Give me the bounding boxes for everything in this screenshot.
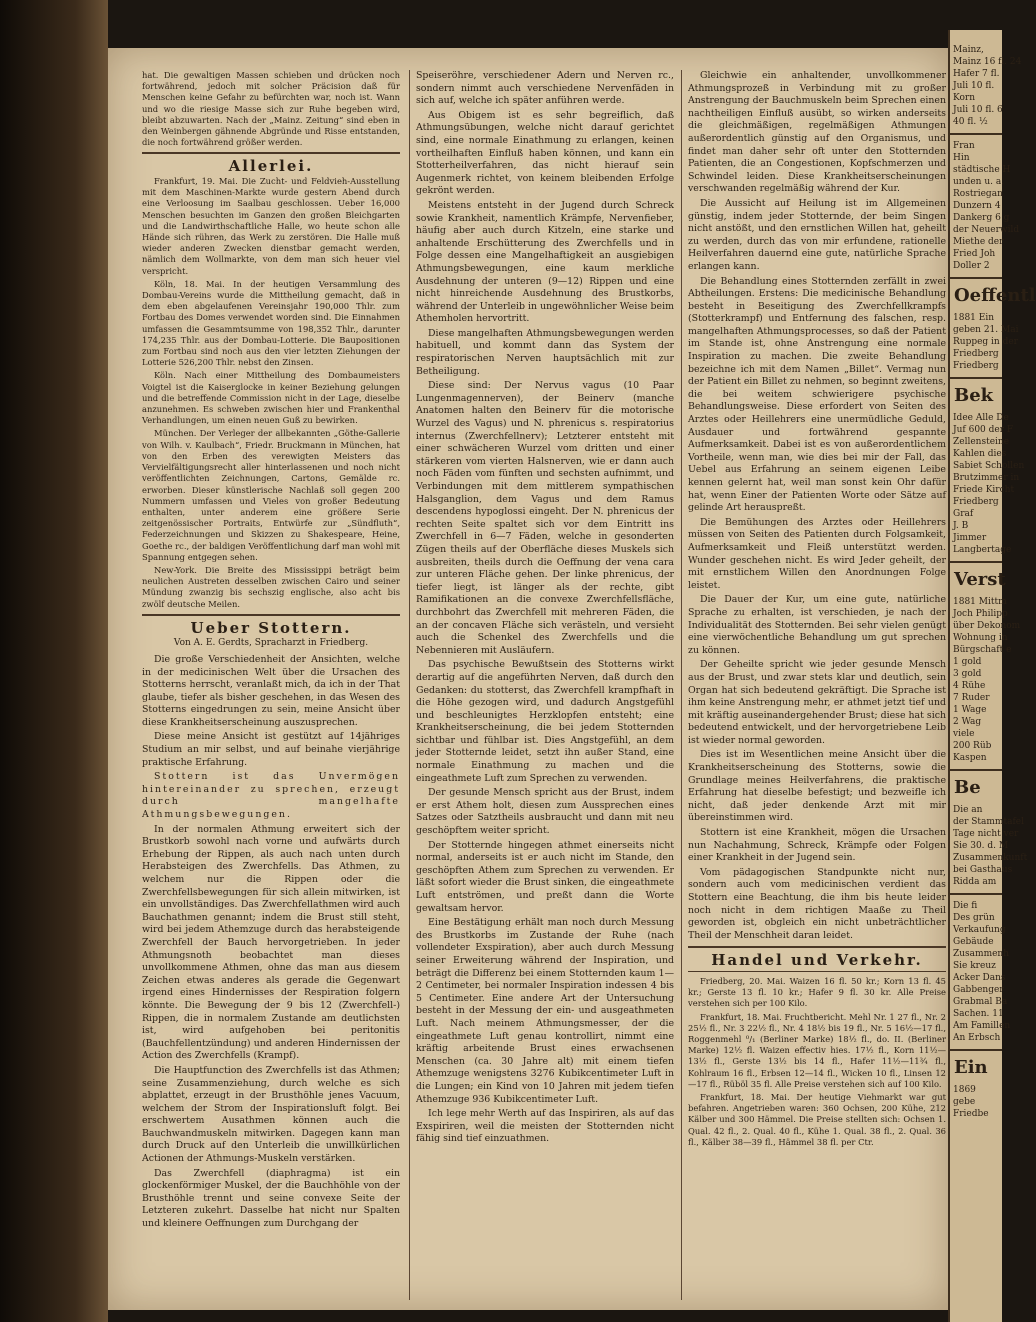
article-paragraph: Stottern ist eine Krankheit, mögen die Ursachen nun Nachahmung, Schreck, Krämpfe oder Folgen einer Krankheit in der Jugend sein. xyxy=(688,827,946,864)
edge-rule xyxy=(950,769,1002,771)
edge-text-line: Sabiet Schollen xyxy=(953,461,1025,471)
book-binding-gutter xyxy=(0,0,108,1322)
edge-text-line: Zusammenkunft xyxy=(953,853,1028,863)
edge-text-line: geben 21. Mai xyxy=(953,325,1019,335)
market-report-friedberg: Friedberg, 20. Mai. Waizen 16 fl. 50 kr.; Korn 13 fl. 45 kr.; Gerste 13 fl. 10 kr.; Hafer 9 fl. 30 kr. Alle Preise verstehen sich per 100 Kilo. xyxy=(688,975,946,1009)
allerlei-heading: Allerlei. xyxy=(228,157,314,176)
section-divider xyxy=(142,614,400,616)
edge-heading: Bek xyxy=(954,385,994,406)
edge-text-line: Juli 10 fl. 6 xyxy=(953,105,1003,115)
edge-text-line: Juf 600 der F xyxy=(953,425,1014,435)
edge-text-line: Des grün xyxy=(953,913,995,923)
stottern-article-part-1 xyxy=(142,654,400,1231)
article-paragraph: Meistens entsteht in der Jugend durch Schreck sowie Krankheit, namentlich Krämpfe, Nervenfieber, häufig aber auch durch Kitzeln, eine starke und anhaltende Erschütterung des Zwerchfells und in Folge dessen eine Mangelhaftigkeit an ausgiebigen Athmungsbewegungen, eine kaum merkliche Ausdehnung der unteren (9—12) Rippen und eine nicht hinreichende Ausdehnung des Brustkorbs, während der Unterleib in ungewöhnlicher Weise beim Athemholen hervortritt. xyxy=(416,199,674,325)
article-paragraph: Gleichwie ein anhaltender, unvollkommener Athmungsprozeß in Verbindung mit zu großer Anstrengung der Bauchmuskeln beim Sprechen einen nachtheiligen Einfluß ausübt, so wirken anderseits die gleichmäßigen, regelmäßigen Athmungen außerordentlich günstig auf den Organismus, und findet man daher sehr oft unter den Stotternden Patienten, die an Congestionen, Kopfschmerzen und Schwindel leiden. Diese Krankheitserscheinungen verschwanden regelmäßig während der Kur. xyxy=(688,70,946,195)
article-paragraph: Diese mangelhaften Athmungsbewegungen werden habituell, und kommt dann das System der respiratorischen Nerven hauptsächlich mit zur Betheiligung. xyxy=(416,327,674,377)
edge-text-line: städtische H xyxy=(953,165,1011,175)
column-2 xyxy=(416,70,674,1148)
edge-heading: Verst xyxy=(954,569,1006,590)
edge-text-line: Bürgschaft e xyxy=(953,645,1012,655)
edge-text-line: Friedbe xyxy=(953,1109,989,1119)
facing-page-edge xyxy=(948,30,1036,1322)
article-paragraph: Der Geheilte spricht wie jeder gesunde Mensch aus der Brust, und zwar stets klar und deutlich, sein Organ hat sich bedeutend gekräftigt. Die Sprache ist ihm keine Anstrengung mehr, er athmet jetzt tief und mit kräftig auseinandergehender Brust; diese hat sich bedeutend entwickelt, und der hervorgetriebene Leib ist wieder normal geworden. xyxy=(688,659,946,746)
article-paragraph: Speiseröhre, verschiedener Adern und Nerven rc., sondern nimmt auch verschiedene Nervenfäden in sich auf, welche ich später anführen werde. xyxy=(416,70,674,107)
edge-rule xyxy=(950,893,1002,895)
edge-text-line: 40 fl. ½ xyxy=(953,117,988,127)
edge-text-line: Grabmal Ba xyxy=(953,997,1008,1007)
edge-text-line: Dankerg 6 g xyxy=(953,213,1010,223)
column-3 xyxy=(688,70,946,1150)
edge-text-line: 1881 Mittm xyxy=(953,597,1007,607)
section-divider xyxy=(142,152,400,154)
landslide-report-ending: hat. Die gewaltigen Massen schieben und drücken noch fortwährend, jedoch mit solcher Präcision daß für Menschen keine Gefahr zu befürchten war, noch ist. Wann und wo die riesige Masse sich zur Ruhe begeben wird, bleibt abzuwarten. Nach der „Mainz. Zeitung“ sind eben in den Weinbergen gähnende Abgründe und Risse entstanden, die noch fortwährend größer werden. xyxy=(142,70,400,148)
edge-text-line: 7 Ruder xyxy=(953,693,990,703)
stottern-heading: Ueber Stottern. xyxy=(190,618,352,637)
edge-heading: Oeffentl xyxy=(954,285,1036,306)
article-paragraph: Eine Bestätigung erhält man noch durch Messung des Brustkorbs im Zustande der Ruhe (nach vollendeter Exspiration), aber auch durch Messung seiner Erweiterung während der Inspiration, und beträgt die Differenz bei einem Stotternden kaum 1—2 Centimeter, bei normaler Inspiration indessen 4 bis 5 Centimeter. Eine andere Art der Untersuchung besteht in der Messung der ein- und ausgeathmeten Luft. Nach meinem Athmungsmesser, der die eingeathmete Luft genau kontrollirt, nimmt eine kräftig arbeitende Brust eines erwachsenen Menschen (ca. 30 Jahre alt) mit einem tiefen Athemzuge wenigstens 3276 Kubikcentimeter Luft in die Lungen; ein Kind von 10 Jahren mit jedem tiefen Athemzuge 936 Kubikcentimeter Luft. xyxy=(416,917,674,1105)
edge-text-line: viele xyxy=(953,729,975,739)
edge-text-line: Korn xyxy=(953,93,975,103)
edge-text-line: Gebäude xyxy=(953,937,994,947)
column-rule xyxy=(409,70,410,1300)
section-divider xyxy=(688,971,946,972)
news-item-new-york: New-York. Die Breite des Mississippi beträgt beim neulichen Austreten desselben zwischen Cairo und seiner Mündung zwanzig bis sechszig englische, also acht bis zwölf deutsche Meilen. xyxy=(142,564,400,609)
edge-text-line: Die an xyxy=(953,805,983,815)
edge-text-line: Rostriegan xyxy=(953,189,1003,199)
edge-text-line: Wohnung in xyxy=(953,633,1008,643)
article-paragraph: Diese sind: Der Nervus vagus (10 Paar Lungenmagennerven), der Beinerv (manche Anatomen halten den Beinerv für die motorische Wurzel des Vagus) und N. phrenicus s. respiratorius internus (Zwerchfellnerv); Letzterer entsteht mit einer schwächeren Wurzel vom dritten und einer stärkeren vom vierten Halsnerven, wie er dann auch noch Fäden vom fünften und sechsten aufnimmt, und Verbindungen mit dem mittlerem sympathischen Halsganglion, dem Vagus und dem Ramus descendens hypoglossi eingeht. Der N. phrenicus der rechten Seite spaltet sich vor dem Eintritt ins Zwerchfell in 6—7 Fäden, welche in gesonderten Zügen theils auf der Oberfläche dieses Muskels sich ausbreiten, theils durch die Oeffnung der vena cara zur unteren Fläche gehen. Der linke phrenicus, der tiefer liegt, ist länger als der rechte, gibt Ramifikationen an die convexe Zwerchfellsfläche, durchbohrt das Zwerchfell mit mehreren Fäden, die an der concaven Fläche sich verästeln, und versieht auch die Schenkel des Zwerchfells und die Nebennieren mit Ausläufern. xyxy=(416,380,674,656)
article-paragraph: Der gesunde Mensch spricht aus der Brust, indem er erst Athem holt, diesen zum Aussprechen eines Satzes oder Satztheils ausbraucht und dann mit neu geschöpftem weiter spricht. xyxy=(416,787,674,837)
edge-text-line: J. B xyxy=(953,521,969,531)
article-paragraph: Diese meine Ansicht ist gestützt auf 14jähriges Studium an mir selbst, und auf beinahe vierjährige praktische Erfahrung. xyxy=(142,731,400,768)
edge-text-line: Gabbenger xyxy=(953,985,1004,995)
article-definition: Stottern ist das Unvermögen hintereinander zu sprechen, erzeugt durch mangelhafte Athmungsbewegungen. xyxy=(142,771,400,821)
edge-rule xyxy=(950,1049,1002,1051)
edge-text-line: Juli 10 fl. xyxy=(953,81,995,91)
newspaper-page xyxy=(108,48,948,1310)
edge-text-line: Friedberg xyxy=(953,349,999,359)
edge-text-line: Sie kreuz xyxy=(953,961,996,971)
market-report-frankfurt-vieh: Frankfurt, 18. Mai. Der heutige Viehmarkt war gut befahren. Angetrieben waren: 360 Ochsen, 200 Kühe, 212 Kälber und 300 Hämmel. Die Preise stellten sich: Ochsen 1. Qual. 42 fl., 2. Qual. 40 fl., Kühe 1. Qual. 38 fl., 2. Qual. 36 fl., Kälber 38—39 fl., Hämmel 38 fl. per Ctr. xyxy=(688,1092,946,1147)
edge-text-line: 1 Wage xyxy=(953,705,987,715)
edge-text-line: Joch Philipp xyxy=(953,609,1008,619)
edge-text-line: Miethe der xyxy=(953,237,1004,247)
edge-text-line: 1869 xyxy=(953,1085,976,1095)
edge-text-line: 1 gold xyxy=(953,657,982,667)
edge-text-line: 200 Rüb xyxy=(953,741,992,751)
article-paragraph: Das psychische Bewußtsein des Stotterns wirkt derartig auf die angeführten Nerven, daß durch den Gedanken: du stotterst, das Zwerchfell krampfhaft in die Höhe gezogen wird, und dadurch Angstgefühl und beschleunigtes Herzklopfen entsteht; eine Krankheitserscheinung, die bei jedem Stotternden sichtbar und fühlbar ist. Dies Angstgefühl, an dem jeder Stotternde leidet, setzt ihn außer Stand, eine normale Einathmung zu machen und die eingeathmete Luft zum Sprechen zu verwenden. xyxy=(416,659,674,784)
article-paragraph: Die Behandlung eines Stotternden zerfällt in zwei Abtheilungen. Erstens: Die medicinische Behandlung besteht in Beseitigung des Zwerchfellkrampfs (Stotterkrampf) und Entfernung des falschen, resp. mangelhaften Athmungsprocesses, so daß der Patient im Stande ist, ohne Anstrengung eine normale Inspiration zu machen. Die zweite Behandlung bezeichne ich mit dem Namen „Billet“. Vermag nun der Patient ein Billet zu nehmen, so beginnt zweitens, die bei weitem schwierigere psychische Behandlungsweise. Diese erfordert von Seiten des Arztes oder Heillehrers eine unermüdliche Geduld, Ausdauer und fortwährend gespannte Aufmerksamkeit. Dabei ist es von außerordentlichem Vortheile, wenn man, wie dies bei mir der Fall, das Uebel aus Erfahrung an seinem eigenen Leibe kennen gelernt hat, weil man sonst kein Ohr dafür hat, wenn Einer der Patienten Worte oder Sätze auf gelinde Art herauspreßt. xyxy=(688,275,946,514)
edge-text-line: Langbertage xyxy=(953,545,1012,555)
edge-text-line: Fran xyxy=(953,141,975,151)
article-paragraph: Die Bemühungen des Arztes oder Heillehrers müssen von Seiten des Patienten durch Folgsamkeit, Aufmerksamkeit und Fleiß unterstützt werden. Wunder geschehen nicht. Es wird Jeder geheilt, der mit ernstlichem Willen den Anordnungen Folge leistet. xyxy=(688,516,946,591)
edge-text-line: Fried Joh xyxy=(953,249,996,259)
article-paragraph: Aus Obigem ist es sehr begreiflich, daß Athmungsübungen, welche nicht darauf gerichtet sind, eine normale Einathmung zu erlangen, keinen vortheilhaften Einfluß haben können, und kann ein Stotterheilverfahren, das nicht hierauf sein Augenmerk richtet, von keinem bleibenden Erfolge gekrönt werden. xyxy=(416,109,674,197)
edge-text-line: Zellensteine xyxy=(953,437,1010,447)
edge-text-line: Tage nicht ver xyxy=(953,829,1019,839)
edge-rule xyxy=(950,277,1002,279)
edge-text-line: Ruppeg in der xyxy=(953,337,1018,347)
edge-text-line: Friedberg xyxy=(953,497,999,507)
edge-text-line: Friede Kircht xyxy=(953,485,1015,495)
edge-text-line: Graf xyxy=(953,509,974,519)
news-item-koeln-glocke: Köln. Nach einer Mittheilung des Dombaumeisters Voigtel ist die Kaiserglocke in keiner Beziehung gelungen und die betreffende Commission nicht in der Lage, dieselbe anzunehmen. Es schweben zwischen hier und Frankenthal Verhandlungen, um einen neuen Guß zu bewirken. xyxy=(142,370,400,426)
edge-text-line: Hafer 7 fl. xyxy=(953,69,1000,79)
article-paragraph: Der Stotternde hingegen athmet einerseits nicht normal, anderseits ist er auch nicht im Stande, den geschöpften Athem zum Sprechen zu verwenden. Er läßt sofort wieder die Brust sinken, die eingeathmete Luft entströmen, und preßt dann die Worte gewaltsam hervor. xyxy=(416,839,674,914)
edge-text-line: Mainz, xyxy=(953,45,984,55)
edge-text-line: Idee Alle De xyxy=(953,413,1009,423)
article-paragraph: Die Aussicht auf Heilung ist im Allgemeinen günstig, indem jeder Stotternde, der beim Singen nicht anstößt, und den ernstlichen Willen hat, geheilt zu werden, durch das von mir erfundene, rationelle Heilverfahren dauernd eine gute, natürliche Sprache erlangen kann. xyxy=(688,197,946,272)
edge-text-line: Sie 30. d. M xyxy=(953,841,1009,851)
edge-text-line: Friedberg xyxy=(953,361,999,371)
article-paragraph: Die große Verschiedenheit der Ansichten, welche in der medicinischen Welt über die Ursachen des Stotterns herrscht, veranlaßt mich, da ich in der That glaube, tiefer als bisher geschehen, in das Wesen des Stotterns eingedrungen zu sein, meine Ansicht über diese Krankheitserscheinung auszusprechen. xyxy=(142,653,400,728)
edge-text-line: Jimmer xyxy=(953,533,987,543)
edge-text-line: der Neuerwild xyxy=(953,225,1020,235)
edge-heading: Ein xyxy=(954,1057,988,1078)
edge-text-line: Dunzern 4 xyxy=(953,201,1001,211)
edge-text-line: Kaspen xyxy=(953,753,987,763)
article-paragraph: In der normalen Athmung erweitert sich der Brustkorb sowohl nach vorne und aufwärts durch Erhebung der Rippen, als auch nach unten durch Herabsteigen des Zwerchfells. Das Athmen, zu welchem nur die Rippen oder die Zwerchfellsbewegungen für sich allein mitwirken, ist ein unvollständiges. Das Zwerchfellathmen wird auch Bauchathmen genannt; indem die Brust still steht, wird bei jedem Athemzuge durch das herabsteigende Zwerchfell der Bauch hervorgetrieben. In jeder Athmungsnoth beobachtet man dieses unvollkommene Athmen, ohne das man aus diesem Zeichen etwas anderes als gerade die Gegenwart irgend eines Hindernisses der Respiration folgern könnte. Die Bewegung der 9 bis 12 (Zwerchfell-) Rippen, die in normalem Zustande am deutlichsten ist, wird aufgehoben bei peritonitis (Bauchfellentzündung) und anderen Hindernissen der Action des Zwerchfells (Krampf). xyxy=(142,823,400,1062)
article-paragraph: Vom pädagogischen Standpunkte nicht nur, sondern auch vom medicinischen verdient das Stottern eine Beachtung, die ihm bis heute leider noch nicht in dem richtigen Maaße zu Theil geworden ist, obgleich ein nicht unbeträchtlicher Theil der Menschheit daran leidet. xyxy=(688,866,946,941)
edge-text-line: Am Famillen xyxy=(953,1021,1011,1031)
edge-text-line: der Stammtafel xyxy=(953,817,1024,827)
edge-text-line: An Erbsch xyxy=(953,1033,1001,1043)
edge-text-line: Acker Dans xyxy=(953,973,1006,983)
article-paragraph: Das Zwerchfell (diaphragma) ist ein glockenförmiger Muskel, der die Bauchhöhle von der Brusthöhle trennt und seine convexe Seite der Letzteren zukehrt. Dasselbe hat nicht nur Spalten und kleinere Oeffnungen zum Durchgang der xyxy=(142,1167,400,1230)
edge-text-line: Hin xyxy=(953,153,970,163)
article-paragraph: Die Hauptfunction des Zwerchfells ist das Athmen; seine Zusammenziehung, durch welche es sich abplattet, erzeugt in der Brusthöhle jenes Vacuum, welchem der Strom der Inspirationsluft folgt. Bei erschwertem Ausathmen können auch die Bauchwandmuskeln mitwirken. Dagegen kann man durch Druck auf den Unterleib die unwillkürlichen Actionen der Athmungs-Muskeln verstärken. xyxy=(142,1064,400,1165)
edge-text-line: Kahlen dies xyxy=(953,449,1007,459)
edge-text-line: unden u. a. xyxy=(953,177,1005,187)
edge-text-line: Mainz 16 fl. 24 xyxy=(953,57,1022,67)
article-paragraph: Ich lege mehr Werth auf das Inspiriren, als auf das Exspiriren, weil die meisten der Stotternden nicht fähig sind tief einzuathmen. xyxy=(416,1108,674,1145)
allerlei-section xyxy=(142,176,400,610)
edge-text-line: Die fi xyxy=(953,901,978,911)
news-item-frankfurt: Frankfurt, 19. Mai. Die Zucht- und Feldvieh-Ausstellung mit dem Maschinen-Markte wurde gestern Abend durch eine Verloosung im Saalbau geschlossen. Ueber 16,000 Menschen besuchten im Ganzen den großen Bleichgarten und die Landwirthschaftliche Halle, wo heute schon alle Hände sich rühren, das Werk zu zerstören. Die Halle muß wieder anderen Zwecken dienstbar gemacht werden, nämlich dem Wollmarkte, von dem man sich heuer viel verspricht. xyxy=(142,176,400,276)
article-paragraph: Die Dauer der Kur, um eine gute, natürliche Sprache zu erhalten, ist verschieden, je nach der Individualität des Stotternden. Bei sehr vielen genügt eine vierwöchentliche Behandlung um gut sprechen zu können. xyxy=(688,594,946,656)
news-item-koeln-dombau: Köln, 18. Mai. In der heutigen Versammlung des Dombau-Vereins wurde die Mittheilung gemacht, daß in dem eben abgelaufenen Vereinsjahr 190,000 Thlr. zum Fortbau des Domes verwendet worden sind. Die Einnahmen umfassen die Gesammtsumme von 198,352 Thlr., darunter 174,235 Thlr. aus der Dombau-Lotterie. Die Baupositionen zum Fortbau sind noch aus den vier letzten Ziehungen der Lotterie 526,200 Thlr. nebst den Zinsen. xyxy=(142,278,400,368)
article-paragraph: Dies ist im Wesentlichen meine Ansicht über die Krankheitserscheinung des Stotterns, sowie die Grundlage meines Heilverfahrens, die praktische Erfahrung hat dieselbe befestigt; und bezweifle ich nicht, daß jeder denkende Arzt mit mir übereinstimmen wird. xyxy=(688,749,946,824)
edge-text-line: Sachen. 11 xyxy=(953,1009,1004,1019)
edge-text-line: 1881 Ein xyxy=(953,313,995,323)
section-divider xyxy=(688,946,946,948)
stottern-byline: Von A. E. Gerdts, Spracharzt in Friedberg. xyxy=(173,638,369,649)
edge-rule xyxy=(950,377,1002,379)
edge-text-line: Zusammenh xyxy=(953,949,1010,959)
column-1 xyxy=(142,70,400,1233)
edge-rule xyxy=(950,561,1002,563)
edge-text-line: 4 Rühe xyxy=(953,681,986,691)
edge-heading: Be xyxy=(954,777,981,798)
edge-text-line: Ridda am xyxy=(953,877,997,887)
edge-text-line: Brutzimmer in xyxy=(953,473,1020,483)
edge-text-line: Doller 2 xyxy=(953,261,990,271)
edge-text-line: 3 gold xyxy=(953,669,982,679)
edge-text-line: gebe xyxy=(953,1097,976,1107)
edge-text-line: bei Gasthaus xyxy=(953,865,1013,875)
edge-text-line: über Dekonom xyxy=(953,621,1021,631)
news-item-muenchen: München. Der Verleger der allbekannten „Göthe-Gallerie von Wilh. v. Kaulbach“, Friedr. Bruckmann in München, hat von den Erben des verewigten Meisters das Vervielfältigungsrecht aller hinterlassenen und noch nicht veröffentlichten Zeichnungen, Cartons, Gemälde rc. erworben. Dieser künstlerische Nachlaß soll gegen 200 Nummern umfassen und Vieles von großer Bedeutung enthalten, unter anderem eine größere Serie zeitgenössischer Portraits, Entwürfe zur „Sündfluth“, Federzeichnungen und Skizzen zu Shakespeare, Heine, Goethe rc., der baldigen Veröffentlichung darf man wohl mit Spannung entgegen sehen. xyxy=(142,428,400,562)
market-report-frankfurt-frucht: Frankfurt, 18. Mai. Fruchtbericht. Mehl Nr. 1 27 fl., Nr. 2 25½ fl., Nr. 3 22½ fl., Nr. 4 18½ bis 19 fl., Nr. 5 16½—17 fl., Roggenmehl ⁰/₁ (Berliner Marke) 18½ fl., do. II. (Berliner Marke) 12½ fl. Waizen effectiv hies. 17½ fl., Korn 11½—13½ fl., Gerste 13½ bis 14 fl., Hafer 11½—11¾ fl., Kohlraum 16 fl., Erbsen 12—14 fl., Wicken 10 fl., Linsen 12—17 fl., Rüböl 35 fl. Alle Preise verstehen sich auf 100 Kilo. xyxy=(688,1011,946,1089)
edge-text-line: 2 Wag xyxy=(953,717,982,727)
edge-text-line: Verkaufung xyxy=(953,925,1006,935)
column-rule xyxy=(681,70,682,1300)
edge-rule xyxy=(950,133,1002,135)
handel-heading: Handel und Verkehr. xyxy=(711,951,923,970)
